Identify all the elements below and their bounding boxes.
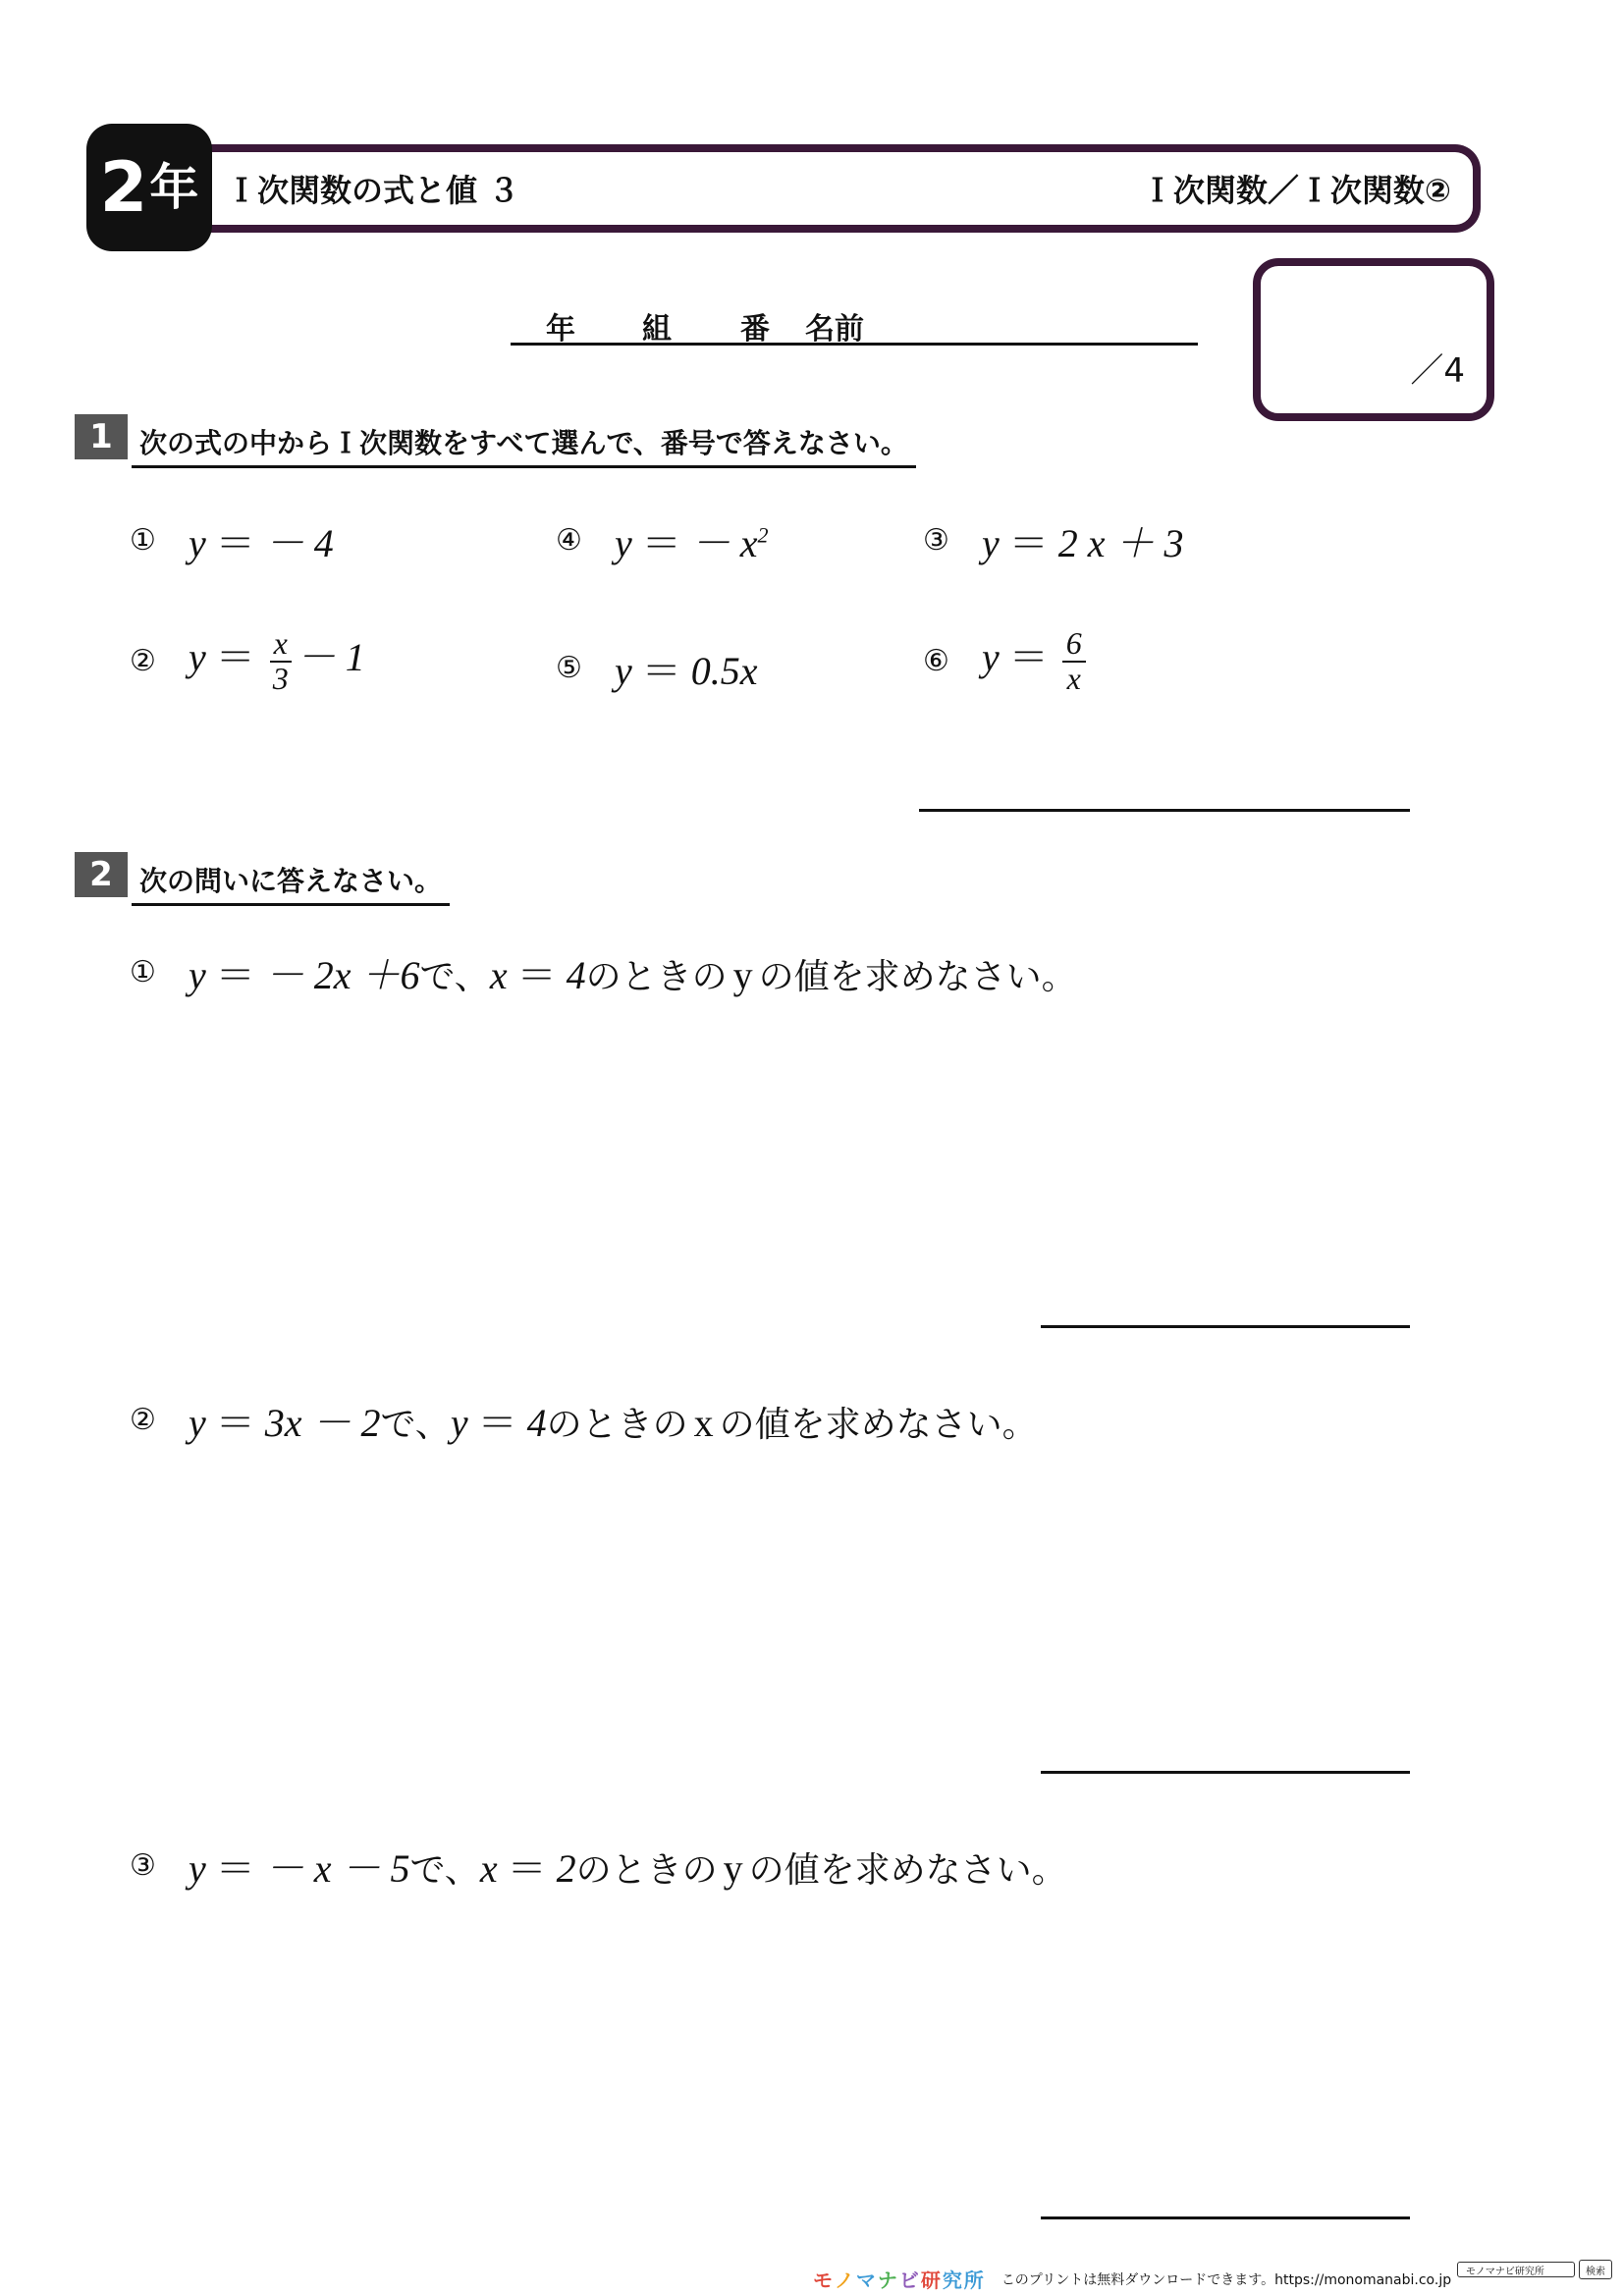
expr-lhs: y (982, 521, 1000, 565)
answer-line-2-3[interactable] (1041, 2216, 1410, 2219)
grade-unit: 年 (149, 159, 199, 216)
q-text: の値を求めなさい。 (748, 1850, 1067, 1891)
choice-3 (923, 512, 1184, 568)
q-var: y (723, 1846, 743, 1891)
q-var: y (189, 1401, 206, 1445)
score-box[interactable] (1253, 258, 1494, 421)
expr-lhs: y (189, 635, 206, 679)
section-2-instruction: 次の問いに答えなさい。 (132, 860, 450, 906)
q-var: x (489, 953, 508, 997)
answer-line-2-1[interactable] (1041, 1325, 1410, 1328)
score-total: ／4 (1410, 351, 1465, 391)
logo-char: ノ (834, 2269, 856, 2292)
logo-char: 研 (920, 2269, 943, 2292)
q-var: y (189, 953, 206, 997)
q-text: で、 (419, 957, 490, 997)
question-2 (130, 1392, 1038, 1448)
footer-search-input[interactable]: モノマナビ研究所 (1457, 2262, 1575, 2277)
logo-char: ビ (898, 2269, 921, 2292)
logo-char: モ (813, 2269, 835, 2292)
q-text: の値を求めなさい。 (719, 1405, 1038, 1445)
q-expression: － x － 5 (264, 1846, 410, 1891)
answer-line-2-2[interactable] (1041, 1771, 1410, 1774)
choice-number: ⑤ (556, 651, 582, 685)
choice-4 (556, 512, 769, 568)
choice-5 (556, 640, 758, 696)
fraction-numerator: x (270, 627, 292, 663)
choice-number: ② (130, 643, 156, 678)
logo-char: 究所 (942, 2269, 986, 2292)
logo-char: マ (855, 2269, 878, 2292)
unit-label: Ｉ次関数／Ｉ次関数② (1141, 172, 1451, 209)
q-expression: － 2x ＋6 (264, 953, 420, 997)
student-name-line[interactable] (511, 304, 1198, 346)
choice-number: ⑥ (923, 643, 949, 678)
logo-char: ナ (877, 2269, 899, 2292)
question-1 (130, 944, 1077, 1000)
q-equals: ＝ (215, 1846, 255, 1891)
grade-number: 2 (99, 147, 148, 228)
fraction (269, 627, 293, 695)
expr-equals: ＝ (1008, 635, 1049, 679)
expr-equals: ＝ (215, 521, 255, 565)
choice-number: ④ (556, 523, 582, 558)
grade-badge (86, 124, 212, 251)
question-number: ③ (130, 1848, 156, 1883)
q-text: のときの (575, 1850, 718, 1891)
q-text: のときの (585, 957, 728, 997)
class-label: 組 (642, 312, 672, 347)
answer-line-1[interactable] (919, 809, 1410, 812)
question-number: ② (130, 1403, 156, 1437)
q-var: y (732, 953, 753, 997)
footer-search-button[interactable]: 検索 (1579, 2260, 1612, 2279)
expr-rest: － 1 (296, 635, 365, 679)
fraction-numerator: 6 (1062, 627, 1086, 663)
q-equals: ＝ (507, 1846, 547, 1891)
expr-rhs: 2 x ＋ 3 (1057, 521, 1184, 565)
q-equals: ＝ (477, 1401, 517, 1445)
q-var: x (479, 1846, 498, 1891)
choice-1 (130, 512, 334, 568)
q-var: y (189, 1846, 206, 1891)
q-text: で、 (380, 1405, 451, 1445)
expr-rhs: － 4 (264, 521, 334, 565)
q-text: の値を求めなさい。 (758, 957, 1077, 997)
footer (813, 2265, 1451, 2293)
fraction-denominator: x (1066, 660, 1081, 696)
q-value: 4 (566, 953, 586, 997)
section-1-number: 1 (75, 414, 128, 459)
expr-equals: ＝ (215, 635, 255, 679)
q-var: x (693, 1401, 714, 1445)
expr-lhs: y (615, 649, 632, 693)
choice-number: ③ (923, 523, 949, 558)
question-number: ① (130, 955, 156, 989)
expr-lhs: y (189, 521, 206, 565)
title-bar (204, 144, 1481, 233)
q-equals: ＝ (215, 1401, 255, 1445)
q-value: 4 (526, 1401, 547, 1445)
choice-6 (923, 626, 1090, 695)
section-1-instruction: 次の式の中からＩ次関数をすべて選んで、番号で答えなさい。 (132, 422, 916, 468)
footer-text: このプリントは無料ダウンロードできます。https://monomanabi.co.jp (1001, 2271, 1452, 2288)
section-2-number: 2 (75, 852, 128, 897)
expr-lhs: y (982, 635, 1000, 679)
choice-2 (130, 626, 365, 695)
q-text: のときの (546, 1405, 688, 1445)
q-expression: 3x － 2 (264, 1401, 381, 1445)
exponent: 2 (757, 522, 769, 548)
expr-equals: ＝ (1008, 521, 1049, 565)
expr-rhs: 0.5x (690, 649, 758, 693)
expr-equals: ＝ (641, 521, 681, 565)
year-label: 年 (546, 312, 575, 347)
name-label: 名前 (805, 312, 864, 347)
expr-rhs: － x (690, 521, 758, 565)
q-text: で、 (409, 1850, 480, 1891)
number-label: 番 (740, 312, 770, 347)
fraction (1062, 627, 1086, 695)
q-equals: ＝ (215, 953, 255, 997)
question-3 (130, 1838, 1067, 1894)
worksheet-title: Ｉ次関数の式と値 ３ (226, 172, 520, 209)
expr-equals: ＝ (641, 649, 681, 693)
expr-lhs: y (615, 521, 632, 565)
site-logo (813, 2265, 986, 2293)
choice-number: ① (130, 523, 156, 558)
q-var: y (450, 1401, 468, 1445)
q-equals: ＝ (516, 953, 557, 997)
fraction-denominator: 3 (272, 660, 289, 696)
q-value: 2 (556, 1846, 576, 1891)
